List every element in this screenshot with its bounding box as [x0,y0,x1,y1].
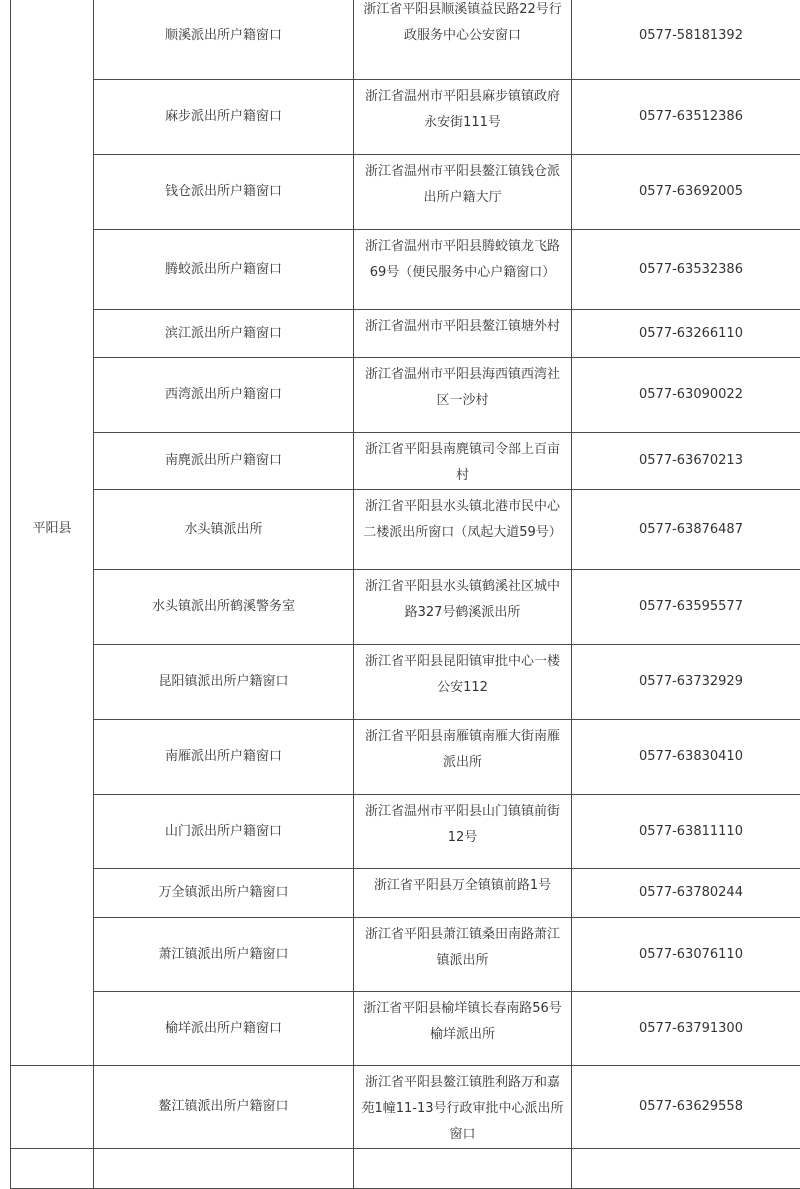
address-cell: 浙江省平阳县南雁镇南雁大街南雁派出所 [354,720,572,795]
address-cell: 浙江省温州市平阳县海西镇西湾社区一沙村 [354,358,572,433]
station-name-cell: 麻步派出所户籍窗口 [94,80,354,155]
address-cell: 浙江省温州市平阳县鳌江镇塘外村 [354,310,572,358]
station-name-cell: 鳌江镇派出所户籍窗口 [94,1066,354,1149]
phone-cell: 0577-63595577 [572,570,800,645]
phone-cell: 0577-63670213 [572,433,800,490]
table-row [11,155,800,230]
station-name-cell: 滨江派出所户籍窗口 [94,310,354,358]
phone-cell: 0577-63512386 [572,80,800,155]
table-row [11,869,800,918]
phone-cell: 0577-63266110 [572,310,800,358]
station-name-cell: 榆垟派出所户籍窗口 [94,992,354,1066]
table-row [11,230,800,310]
phone-cell: 0577-63876487 [572,490,800,570]
address-cell: 浙江省平阳县万全镇镇前路1号 [354,869,572,918]
phone-cell: 0577-63629558 [572,1066,800,1149]
phone-cell: 0577-63692005 [572,155,800,230]
table-row [11,570,800,645]
phone-cell: 0577-63780244 [572,869,800,918]
empty-cell [11,1149,94,1189]
address-cell: 浙江省温州市平阳县麻步镇镇政府永安街111号 [354,80,572,155]
table-row [11,992,800,1066]
station-name-cell: 山门派出所户籍窗口 [94,795,354,869]
empty-cell [572,1149,800,1189]
table-row [11,795,800,869]
address-cell: 浙江省平阳县水头镇鹤溪社区城中路327号鹤溪派出所 [354,570,572,645]
station-name-cell: 南麂派出所户籍窗口 [94,433,354,490]
phone-cell: 0577-63791300 [572,992,800,1066]
phone-cell: 0577-63732929 [572,645,800,720]
phone-cell: 0577-63830410 [572,720,800,795]
station-name-cell: 万全镇派出所户籍窗口 [94,869,354,918]
table-row-partial [11,1149,800,1189]
station-name-cell: 钱仓派出所户籍窗口 [94,155,354,230]
table-row [11,433,800,490]
table-row [11,918,800,992]
empty-cell [354,1149,572,1189]
station-name-cell: 水头镇派出所 [94,490,354,570]
station-name-cell: 西湾派出所户籍窗口 [94,358,354,433]
table-row [11,1066,800,1149]
phone-cell: 0577-63076110 [572,918,800,992]
address-cell: 浙江省温州市平阳县腾蛟镇龙飞路69号（便民服务中心户籍窗口） [354,230,572,310]
address-cell: 浙江省平阳县昆阳镇审批中心一楼公安112 [354,645,572,720]
table-row [11,310,800,358]
table-row [11,490,800,570]
table-row [11,0,800,80]
address-cell: 浙江省温州市平阳县山门镇镇前街12号 [354,795,572,869]
address-cell: 浙江省平阳县榆垟镇长春南路56号榆垟派出所 [354,992,572,1066]
table-row [11,645,800,720]
phone-cell: 0577-63090022 [572,358,800,433]
station-name-cell: 萧江镇派出所户籍窗口 [94,918,354,992]
phone-cell: 0577-63811110 [572,795,800,869]
phone-cell: 0577-58181392 [572,0,800,80]
address-cell: 浙江省平阳县萧江镇桑田南路萧江镇派出所 [354,918,572,992]
county-cell: 平阳县 [11,0,94,1066]
phone-cell: 0577-63532386 [572,230,800,310]
county-cell-empty [11,1066,94,1149]
table-row [11,720,800,795]
station-name-cell: 腾蛟派出所户籍窗口 [94,230,354,310]
table-row [11,358,800,433]
table-row [11,80,800,155]
address-cell: 浙江省平阳县顺溪镇益民路22号行政服务中心公安窗口 [354,0,572,80]
station-name-cell: 水头镇派出所鹤溪警务室 [94,570,354,645]
station-name-cell: 南雁派出所户籍窗口 [94,720,354,795]
address-cell: 浙江省平阳县南麂镇司令部上百亩村 [354,433,572,490]
address-cell: 浙江省温州市平阳县鳌江镇钱仓派出所户籍大厅 [354,155,572,230]
station-name-cell: 顺溪派出所户籍窗口 [94,0,354,80]
empty-cell [94,1149,354,1189]
address-cell: 浙江省平阳县水头镇北港市民中心二楼派出所窗口（凤起大道59号） [354,490,572,570]
station-name-cell: 昆阳镇派出所户籍窗口 [94,645,354,720]
address-cell: 浙江省平阳县鳌江镇胜利路万和嘉苑1幢11-13号行政审批中心派出所窗口 [354,1066,572,1149]
police-station-table [10,0,800,1189]
